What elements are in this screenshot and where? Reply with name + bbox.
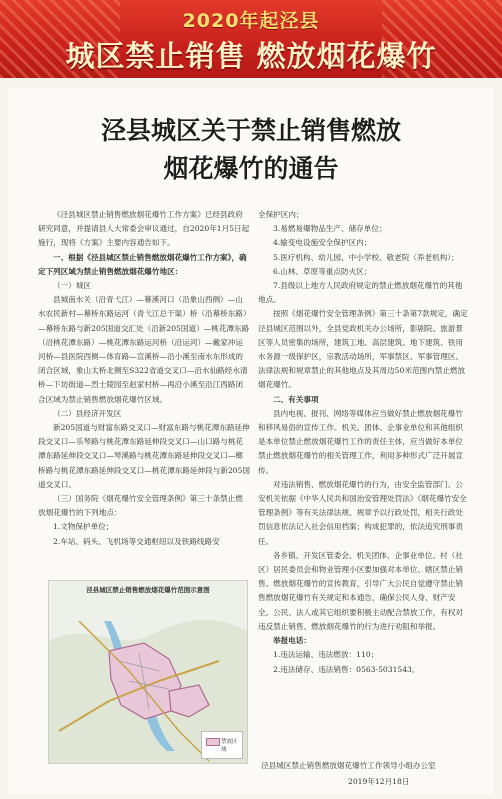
left-paragraph: 1.文物保护单位； xyxy=(53,522,114,532)
right-paragraph: 3.易燃易爆物品生产、储存单位； xyxy=(273,224,387,234)
right-paragraph: 按照《烟花爆竹安全管理条例》第三十条第7款规定，确定泾县城区范围以外，全县党政机关办公场所，影剧院、旅游景区等人员密集的场所，建筑工地、高层建筑、地下建筑、铁用水务源一级保护区，宗教活动场所，军事禁区、军事管理区、法律法规和规章禁止的其他地点及其周边50米范围内禁止燃放烟花爆竹。 xyxy=(258,309,468,390)
issuing-organization: 泾县城区禁止销售燃放烟花爆竹工作领导小组办公室 xyxy=(261,761,436,770)
right-paragraph: 6.山林、草原等重点防火区； xyxy=(273,266,372,276)
map-title: 泾县城区禁止销售燃放烟花爆竹范围示意图 xyxy=(86,586,210,594)
right-paragraph: 各乡镇、开发区管委会、机关团体、企事业单位、村（社区）居民委员会和物业管理小区要加强对本单位、辖区禁止销售、燃放烟花爆竹的宣传教育，引导广大公民自觉遵守禁止销售燃放烟花爆竹有关规定和本通告，确保公民人身、财产安全。公民、法人或其它组织要积极主动配合禁放工作，有权对违反禁止销售、燃放烟花爆竹的行为进行劝阻和举报。 xyxy=(258,550,464,631)
hotline-item: 1.违法运输、违法燃放：110； xyxy=(273,650,379,660)
restricted-area-map xyxy=(48,580,248,764)
left-column xyxy=(38,208,250,549)
issue-date: 2019年12月18日 xyxy=(348,777,410,786)
right-paragraph: 县内电视、报刊、网络等媒体应当做好禁止燃放烟花爆竹和移风易俗的宣传工作。机关、团体、企事业单位和其他组织是本单位禁止燃放烟花爆竹工作的责任主体，应当做好本单位禁止燃放烟花爆竹的相关管理工作，利用多种形式广泛开展宣传。 xyxy=(258,408,464,475)
left-section-heading: 一、根据《泾县城区禁止销售燃放烟花爆竹工作方案》，确定下列区域为禁止销售燃放烟花爆竹地区： xyxy=(38,252,247,276)
legend-swatch xyxy=(206,738,220,746)
notice-title-line-1: 泾县城区关于禁止销售燃放 xyxy=(100,116,401,145)
right-paragraph: 全保护区内； xyxy=(258,210,304,219)
hotline-heading: 举报电话： xyxy=(273,636,311,646)
right-paragraph: 对违法销售、燃放烟花爆竹的行为，由安全监管部门、公安机关依据《中华人民共和国治安管理处罚法》《烟花爆竹安全管理条例》等有关法律法规、规章予以行政处罚，相关行政处罚信息依法记入社会信用档案；构成犯罪的，依法追究刑事责任。 xyxy=(258,479,467,546)
banner-slogan: 城区禁止销售 燃放烟花爆竹 xyxy=(65,39,437,73)
banner-year-text: 2020年起泾县 xyxy=(182,10,320,32)
legend-label: 禁放区域 xyxy=(221,739,238,753)
left-paragraph: 县城南水关（沿青弋江）—幕溪河口（沿象山西侧）—山水农民新村—幕桥东路运河（青弋江总干渠）桥（沿幕桥东路）—幕桥东路与新205国道交汇处（沿新205国道）—桃花潭东路（沿桃花潭东路）—桃花潭东路运河桥（沿运河）—戴家冲运河桥—县医院西侧—体育路—宣溪桥—沿小溪至南水东形成的闭合区域，象山太桥北侧至S322省道交叉口—沿水仙路经水清桥—下坊街道—烈士陵园至赵家村桥—再沿小溪至沿江西路闭合区域为禁止销售燃放烟花爆竹区域。 xyxy=(38,295,250,404)
notice-title-line-2: 烟花爆竹的通告 xyxy=(163,154,339,183)
hotline-item: 2.违法储存、违法销售：0563-5031543。 xyxy=(273,664,420,674)
right-section-heading: 二、有关事项 xyxy=(273,394,319,404)
left-paragraph: 《泾县城区禁止销售燃放烟花爆竹工作方案》已经县政府研究同意，并提请县人大常委会审议通过，自2020年1月5日起施行，现将《方案》主要内容通告如下。 xyxy=(38,210,250,248)
right-paragraph: 5.医疗机构、幼儿园、中小学校、敬老院（养老机构）； xyxy=(273,252,459,262)
left-paragraph: 新205国道与财富东路交叉口—财富东路与桃花潭东路延伸段交叉口—乐琴路与桃花潭东路延伸段交叉口—山口路与桃花潭东路延伸段交叉口—琴溪路与桃花潭东路延伸段交叉口—榔桥路与桃花潭东路延伸段交叉口—桃花潭东路延伸段与新205国道交叉口。 xyxy=(38,423,250,489)
header-banner xyxy=(0,0,502,78)
left-paragraph: 2.车站、码头、飞机场等交通枢纽以及铁路线路安 xyxy=(53,536,220,546)
left-paragraph: （一）城区 xyxy=(53,281,91,291)
left-paragraph: （二）县经济开发区 xyxy=(53,408,122,418)
right-paragraph: 4.输变电设施安全保护区内； xyxy=(273,238,372,248)
right-paragraph: 7.县级以上地方人民政府规定的禁止燃放烟花爆竹的其他地点。 xyxy=(258,281,463,305)
left-paragraph: （三）国务院《烟花爆竹安全管理条例》第三十条禁止燃放烟花爆竹的下列地点： xyxy=(38,494,243,518)
notice-title xyxy=(8,112,494,188)
right-column xyxy=(258,208,470,677)
map-legend xyxy=(201,731,243,759)
notice-paper xyxy=(8,88,494,794)
